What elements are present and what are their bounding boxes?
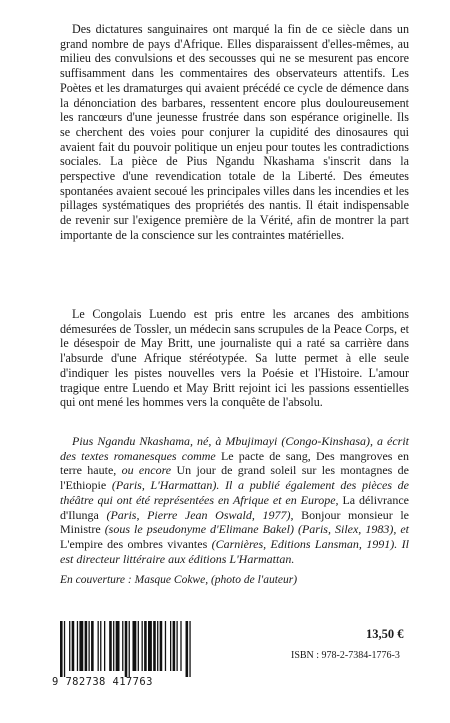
barcode-bar bbox=[72, 621, 75, 671]
barcode-bar bbox=[85, 621, 88, 671]
barcode-bar bbox=[132, 621, 136, 671]
author-bio bbox=[60, 434, 409, 566]
barcode-bar bbox=[176, 621, 177, 671]
barcode-bar bbox=[79, 621, 83, 671]
bio-title-2: Un jour de grand soleil sur les montagnes de l'Ethiopie bbox=[60, 463, 409, 493]
barcode-bar bbox=[144, 621, 147, 671]
bio-title-5: L'empire des ombres vivantes bbox=[60, 536, 212, 551]
barcode-bar bbox=[138, 621, 139, 671]
barcode-bar bbox=[160, 621, 163, 671]
barcode-bar bbox=[129, 621, 130, 677]
barcode-bar bbox=[91, 621, 94, 671]
barcode-bar bbox=[170, 621, 171, 671]
barcode-bar bbox=[77, 621, 78, 671]
barcode-bar bbox=[189, 621, 190, 677]
bio-italic-6: (Carnières, Editions Lansman, 1991). Il est directeur littéraire aux éditions L'Harmattan. bbox=[60, 536, 410, 566]
cover-credit: En couverture : Masque Cokwe, (photo de l'auteur) bbox=[60, 574, 298, 586]
barcode-bar bbox=[125, 621, 128, 677]
barcode-bar bbox=[104, 621, 105, 671]
bio-title-3: La délivrance d'Ilunga bbox=[60, 492, 410, 522]
barcode-bar bbox=[180, 621, 181, 671]
barcode-bar bbox=[153, 621, 156, 671]
barcode-bar bbox=[157, 621, 158, 671]
barcode-bar bbox=[60, 621, 63, 677]
summary-paragraph-1: Des dictatures sanguinaires ont marqué la fin de ce siècle dans un grand nombre de pays d'Afrique. Elles disparaissent d'elles-mêmes, au milieu des convulsions et des secousses qui ne se mesurent pas encore suffisamment dans les commentaires des observateurs attentifs. Les Poètes et les dramaturges qui avaient précédé ce cycle de démence dans la dénonciation des barbares, ressentent encore plus douloureusement les rancœurs d'une jeunesse frustrée dans son espérance originelle. Ils se cherchent des voies pour conjurer la cupidité des dinosaures qui avaient fait du pouvoir politique un enjeu pour toutes les contradictions sociales. La pièce de Pius Ngandu Nkashama s'inscrit dans la perspective d'une revendication totale de la Liberté. Des émeutes spontanées avaient secoué les principales villes dans les incendies et les pillages systématiques des propriétés des nantis. Il était indispensable de revenir sur l'exigence première de la Vérité, afin de montrer la part importante de la conscience sur les contraintes matérielles. bbox=[60, 22, 409, 242]
barcode-bar bbox=[186, 621, 189, 677]
barcode-bar bbox=[173, 621, 176, 671]
bio-italic-3: (Paris, L'Harmattan). Il a publié également des pièces de théâtre qui ont été représentées en Afrique et en Europe, bbox=[60, 478, 409, 507]
barcode-bar bbox=[98, 621, 99, 671]
price: 13,50 € bbox=[366, 627, 404, 641]
barcode-bar bbox=[88, 621, 89, 671]
barcode-digits: 9 782738 417763 bbox=[52, 676, 153, 688]
barcode-bar bbox=[116, 621, 120, 671]
bio-italic-1: Pius Ngandu Nkashama, né, à Mbujimayi (Congo-Kinshasa), a écrit des textes romanesques comme bbox=[60, 434, 409, 463]
bio-title-1: Le pacte de sang, Des mangroves en terre haute, bbox=[60, 448, 409, 478]
isbn: ISBN : 978-2-7384-1776-3 bbox=[291, 650, 400, 661]
barcode-bar bbox=[113, 621, 114, 671]
bio-italic-5: (sous le pseudonyme d'Elimane Bakel) (Paris, Silex, 1983), et bbox=[104, 522, 409, 537]
bio-italic-4: (Paris, Pierre Jean Oswald, 1977), bbox=[106, 507, 294, 522]
barcode-bar bbox=[69, 621, 70, 671]
barcode-bar bbox=[142, 621, 143, 671]
barcode-bar bbox=[100, 621, 101, 671]
barcode-bar bbox=[109, 621, 112, 671]
bio-italic-2: ou encore bbox=[121, 463, 172, 478]
barcode bbox=[60, 621, 192, 677]
barcode-bar bbox=[165, 621, 166, 671]
barcode-bar bbox=[148, 621, 152, 671]
barcode-bar bbox=[64, 621, 65, 677]
barcode-bar bbox=[122, 621, 123, 671]
summary-paragraph-2: Le Congolais Luendo est pris entre les arcanes des ambitions démesurées de Tossler, un médecin sans scrupules de la Peace Corps, et le désespoir de May Britt, une journaliste qui a raté sa carrière dans l'absurde d'une Afrique stéréotypée. Sa lutte permet à elle seule d'indiquer les pistes nouvelles vers la Poésie et l'Histoire. L'amour tragique entre Luendo et May Britt rejoint ici les passions essentielles qui ont mené les hommes vers la conquête de l'absolu. bbox=[60, 307, 409, 410]
bio-title-4: Bonjour monsieur le Ministre bbox=[60, 507, 410, 537]
